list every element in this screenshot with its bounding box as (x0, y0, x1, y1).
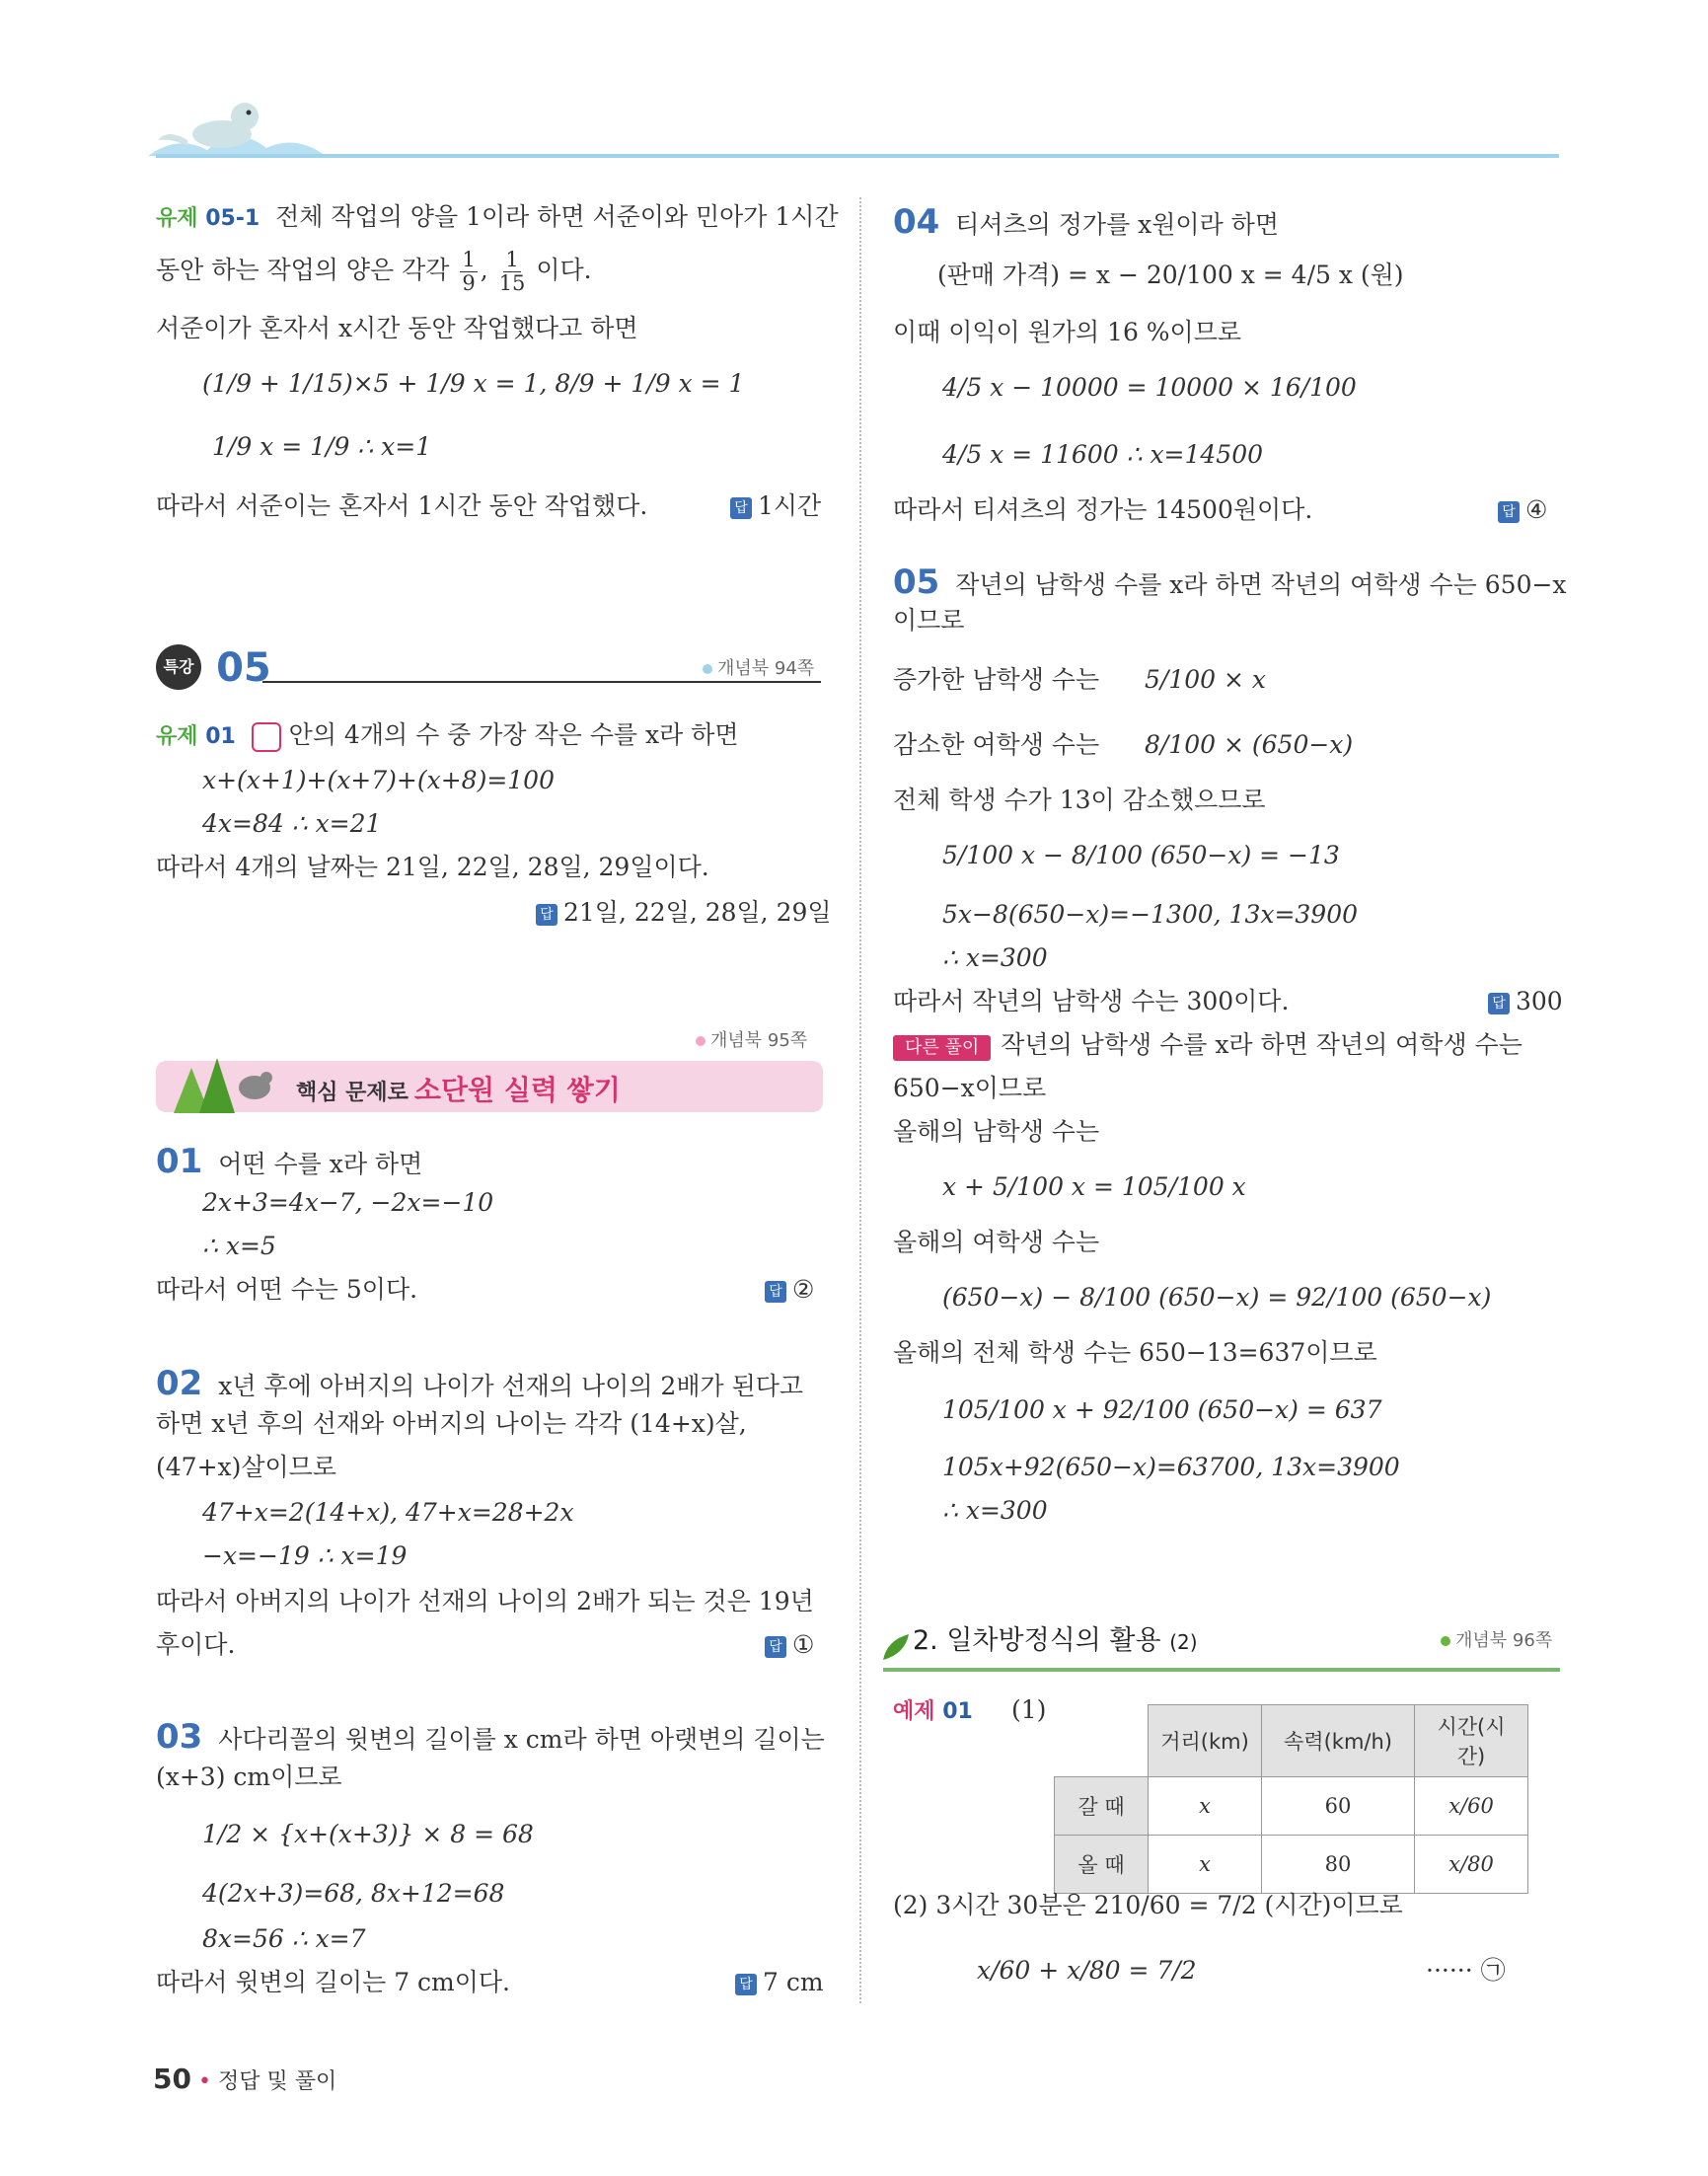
p04-answer: 답 ④ (1498, 495, 1547, 525)
banner-title: 핵심 문제로 소단원 실력 쌓기 (296, 1074, 621, 1106)
ex01-eq1: x/60 + x/80 = 7/2 (977, 1956, 1197, 1985)
p03-answer: 답 7 cm (735, 1968, 824, 1997)
p05-line3: 전체 학생 수가 13이 감소했으므로 (893, 786, 1266, 814)
u01-label: 유제 01 (156, 724, 236, 749)
ref-dot-icon (1441, 1636, 1450, 1646)
seal-header-illustration (148, 95, 326, 162)
p05-inc-label: 증가한 남학생 수는 (893, 665, 1100, 694)
p05-alt5: 올해의 전체 학생 수는 650−13=637이므로 (893, 1338, 1377, 1367)
section-title: 2. 일차방정식의 활용 (2) (913, 1625, 1198, 1656)
p03-line2: (x+3) cm이므로 (156, 1763, 342, 1791)
u051-conclusion: 따라서 서준이는 혼자서 1시간 동안 작업했다. (156, 491, 648, 520)
p01-number: 01 (156, 1142, 203, 1181)
p04-eq1: (판매 가격) = x − 20/100 x = 4/5 x (원) (937, 261, 1404, 289)
ref-dot-icon (696, 1036, 705, 1046)
p01-eq2: ∴ x=5 (202, 1232, 276, 1260)
p04-line1: 04 티셔츠의 정가를 x원이라 하면 (893, 202, 1279, 242)
answer-icon: 답 (730, 497, 752, 519)
special-heading (156, 644, 271, 691)
answer-icon: 답 (735, 1974, 757, 1995)
p05-alt3: 올해의 남학생 수는 (893, 1117, 1100, 1146)
p02-line3: (47+x)살이므로 (156, 1453, 336, 1481)
alt-solution-badge: 다른 풀이 (893, 1035, 991, 1061)
p05-eq1: 5/100 x − 8/100 (650−x) = −13 (942, 841, 1340, 869)
p03-number: 03 (156, 1717, 203, 1757)
ex01-label: 예제 01 (893, 1699, 973, 1724)
p03-line1: 03 사다리꼴의 윗변의 길이를 x cm라 하면 아랫변의 길이는 (156, 1717, 825, 1757)
answer-icon: 답 (536, 904, 557, 926)
column-divider (859, 197, 861, 2003)
table-header: 거리(km) (1149, 1705, 1262, 1777)
answer-icon: 답 (1488, 993, 1510, 1014)
section-rule (883, 1668, 1560, 1672)
p04-eq2: 4/5 x − 10000 = 10000 × 16/100 (942, 373, 1357, 402)
u051-line1: 유제 05-1 전체 작업의 양을 1이라 하면 서준이와 민아가 1시간 (156, 202, 839, 231)
table-header: 시간(시간) (1415, 1705, 1528, 1777)
table-row: 갈 때 x 60 x/60 (1055, 1777, 1528, 1836)
p05-alt2: 650−x이므로 (893, 1074, 1047, 1102)
p05-line2: 이므로 (893, 606, 965, 635)
p02-eq2: −x=−19 ∴ x=19 (202, 1541, 408, 1570)
ex01-part1: (1) (1011, 1695, 1047, 1724)
header-rule (156, 154, 1559, 158)
table-row: 올 때 x 80 x/80 (1055, 1836, 1528, 1894)
table-header (1055, 1705, 1149, 1777)
p01-conclusion: 따라서 어떤 수는 5이다. (156, 1275, 418, 1304)
p03-eq2: 4(2x+3)=68, 8x+12=68 (202, 1879, 505, 1908)
u051-line2: 동안 하는 작업의 양은 각각 $\frac{1}{9}$ , $\frac{1}{15}$ 이다. (156, 248, 592, 296)
p05-alt-eq2: (650−x) − 8/100 (650−x) = 92/100 (650−x) (942, 1283, 1492, 1312)
p02-conclusion2: 후이다. (156, 1630, 236, 1659)
ref-dot-icon (703, 664, 712, 674)
p04-number: 04 (893, 202, 940, 242)
answer-icon: 답 (1498, 501, 1520, 523)
special-rule (262, 681, 821, 683)
u051-answer: 답 1시간 (730, 491, 821, 521)
p05-inc-eq: 5/100 × x (1145, 665, 1266, 694)
ex01-eq1-tag: ······ ㉠ (1426, 1956, 1506, 1985)
page-number: 50 (153, 2063, 191, 2095)
p04-eq3: 4/5 x = 11600 ∴ x=14500 (942, 440, 1264, 469)
u01-eq2: 4x=84 ∴ x=21 (202, 809, 382, 838)
p05-line1: 05 작년의 남학생 수를 x라 하면 작년의 여학생 수는 650−x (893, 563, 1567, 602)
p05-number: 05 (893, 563, 940, 602)
answer-icon: 답 (765, 1636, 786, 1658)
p05-eq3: ∴ x=300 (942, 943, 1048, 972)
leaf-icon (881, 1630, 913, 1662)
p03-eq1: 1/2 × {x+(x+3)} × 8 = 68 (202, 1820, 534, 1848)
ex01-part2: (2) 3시간 30분은 210/60 = 7/2 (시간)이므로 (893, 1891, 1403, 1919)
u051-eq1: (1/9 + 1/15)×5 + 1/9 x = 1, 8/9 + 1/9 x = 1 (202, 369, 745, 398)
p05-alt-eq4: 105x+92(650−x)=63700, 13x=3900 (942, 1453, 1400, 1481)
p04-conclusion: 따라서 티셔츠의 정가는 14500원이다. (893, 495, 1313, 524)
p04-line2: 이때 이익이 원가의 16 %이므로 (893, 318, 1242, 346)
answer-icon: 답 (765, 1281, 786, 1303)
p01-line1: 01 어떤 수를 x라 하면 (156, 1142, 423, 1181)
p05-dec-label: 감소한 여학생 수는 (893, 730, 1100, 759)
p02-conclusion1: 따라서 아버지의 나이가 선재의 나이의 2배가 되는 것은 19년 (156, 1587, 814, 1615)
p03-conclusion: 따라서 윗변의 길이는 7 cm이다. (156, 1968, 510, 1996)
p02-number: 02 (156, 1364, 203, 1403)
p05-conclusion: 따라서 작년의 남학생 수는 300이다. (893, 987, 1290, 1015)
p02-answer: 답 ① (765, 1630, 814, 1660)
box-icon (252, 722, 281, 752)
table-header: 속력(km/h) (1262, 1705, 1415, 1777)
special-ref: 개념북 94쪽 (703, 654, 814, 680)
special-number: 05 (216, 644, 271, 691)
u01-line1: 유제 01 안의 4개의 수 중 가장 작은 수를 x라 하면 (156, 720, 739, 752)
u051-label: 유제 05-1 (156, 206, 260, 231)
p01-eq1: 2x+3=4x−7, −2x=−10 (202, 1188, 494, 1217)
p05-alt-eq5: ∴ x=300 (942, 1496, 1048, 1525)
p02-line2: 하면 x년 후의 선재와 아버지의 나이는 각각 (14+x)살, (156, 1409, 747, 1438)
u01-conclusion: 따라서 4개의 날짜는 21일, 22일, 28일, 29일이다. (156, 853, 709, 881)
p05-eq2: 5x−8(650−x)=−1300, 13x=3900 (942, 900, 1359, 929)
u051-line3: 서준이가 혼자서 x시간 동안 작업했다고 하면 (156, 314, 638, 342)
p05-alt4: 올해의 여학생 수는 (893, 1228, 1100, 1256)
u01-answer: 답 21일, 22일, 28일, 29일 (536, 898, 832, 928)
speed-table (1054, 1704, 1528, 1894)
u01-eq1: x+(x+1)+(x+7)+(x+8)=100 (202, 766, 555, 794)
section-ref: 개념북 96쪽 (1441, 1626, 1552, 1652)
p03-eq3: 8x=56 ∴ x=7 (202, 1924, 366, 1953)
special-badge: 특강 (156, 644, 201, 690)
p05-alt-eq1: x + 5/100 x = 105/100 x (942, 1172, 1246, 1201)
page-footer: 50 • 정답 및 풀이 (153, 2063, 337, 2095)
u051-eq2: 1/9 x = 1/9 ∴ x=1 (212, 432, 432, 461)
p02-eq1: 47+x=2(14+x), 47+x=28+2x (202, 1498, 574, 1527)
p05-dec-eq: 8/100 × (650−x) (1145, 730, 1354, 759)
p02-line1: 02 x년 후에 아버지의 나이가 선재의 나이의 2배가 된다고 (156, 1364, 804, 1403)
p05-alt1: 다른 풀이 작년의 남학생 수를 x라 하면 작년의 여학생 수는 (893, 1030, 1522, 1061)
banner-ref: 개념북 95쪽 (696, 1026, 807, 1052)
p01-answer: 답 ② (765, 1275, 814, 1305)
p05-alt-eq3: 105/100 x + 92/100 (650−x) = 637 (942, 1395, 1382, 1424)
tree-bird-icon (164, 1048, 282, 1115)
footer-text: 정답 및 풀이 (217, 2069, 337, 2094)
p05-answer: 답 300 (1488, 987, 1563, 1016)
